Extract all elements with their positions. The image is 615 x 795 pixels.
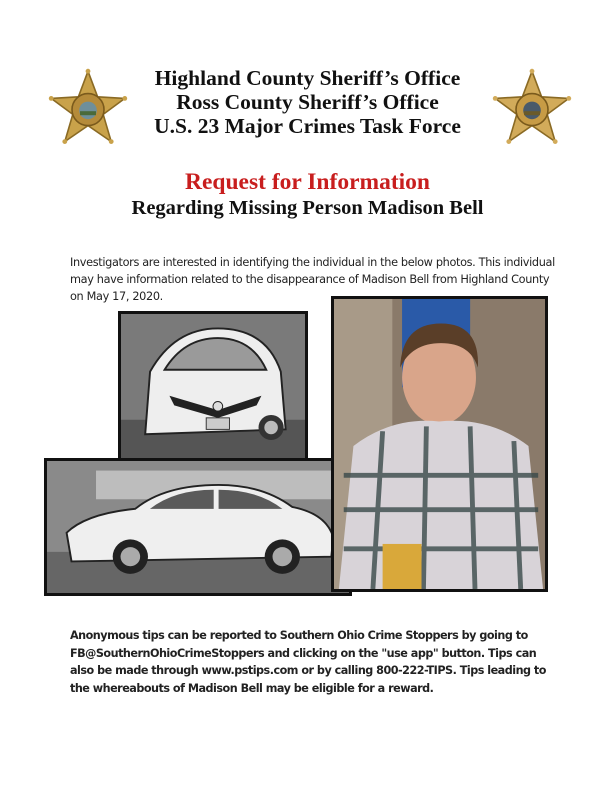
request-subtitle: Regarding Missing Person Madison Bell (131, 197, 484, 219)
agency-line-2: Ross County Sheriff’s Office (176, 90, 439, 114)
tips-paragraph: Anonymous tips can be reported to Southern Ohio Crime Stoppers by going to FB@SouthernOhioCrimeStoppers and clicking on the "use app" button. Tips can also be made through www.pstips.com or by calling 800-222-TIPS. Tips leading to the whereabouts of Madison Bell may be eligible for a reward. (70, 629, 546, 695)
agency-line-1: Highland County Sheriff’s Office (154, 66, 461, 90)
request-title: Request for Information (185, 169, 430, 195)
person-photo (331, 296, 548, 592)
intro-paragraph: Investigators are interested in identifying the individual in the below photos. This individual may have information related to the disappearance of Madison Bell from Highland County on May 17, 2020. (70, 256, 555, 303)
car-front-photo (118, 311, 308, 467)
request-heading (0, 169, 615, 220)
agency-header (0, 66, 615, 138)
agency-line-3: U.S. 23 Major Crimes Task Force (154, 114, 461, 138)
car-side-photo (44, 458, 352, 596)
